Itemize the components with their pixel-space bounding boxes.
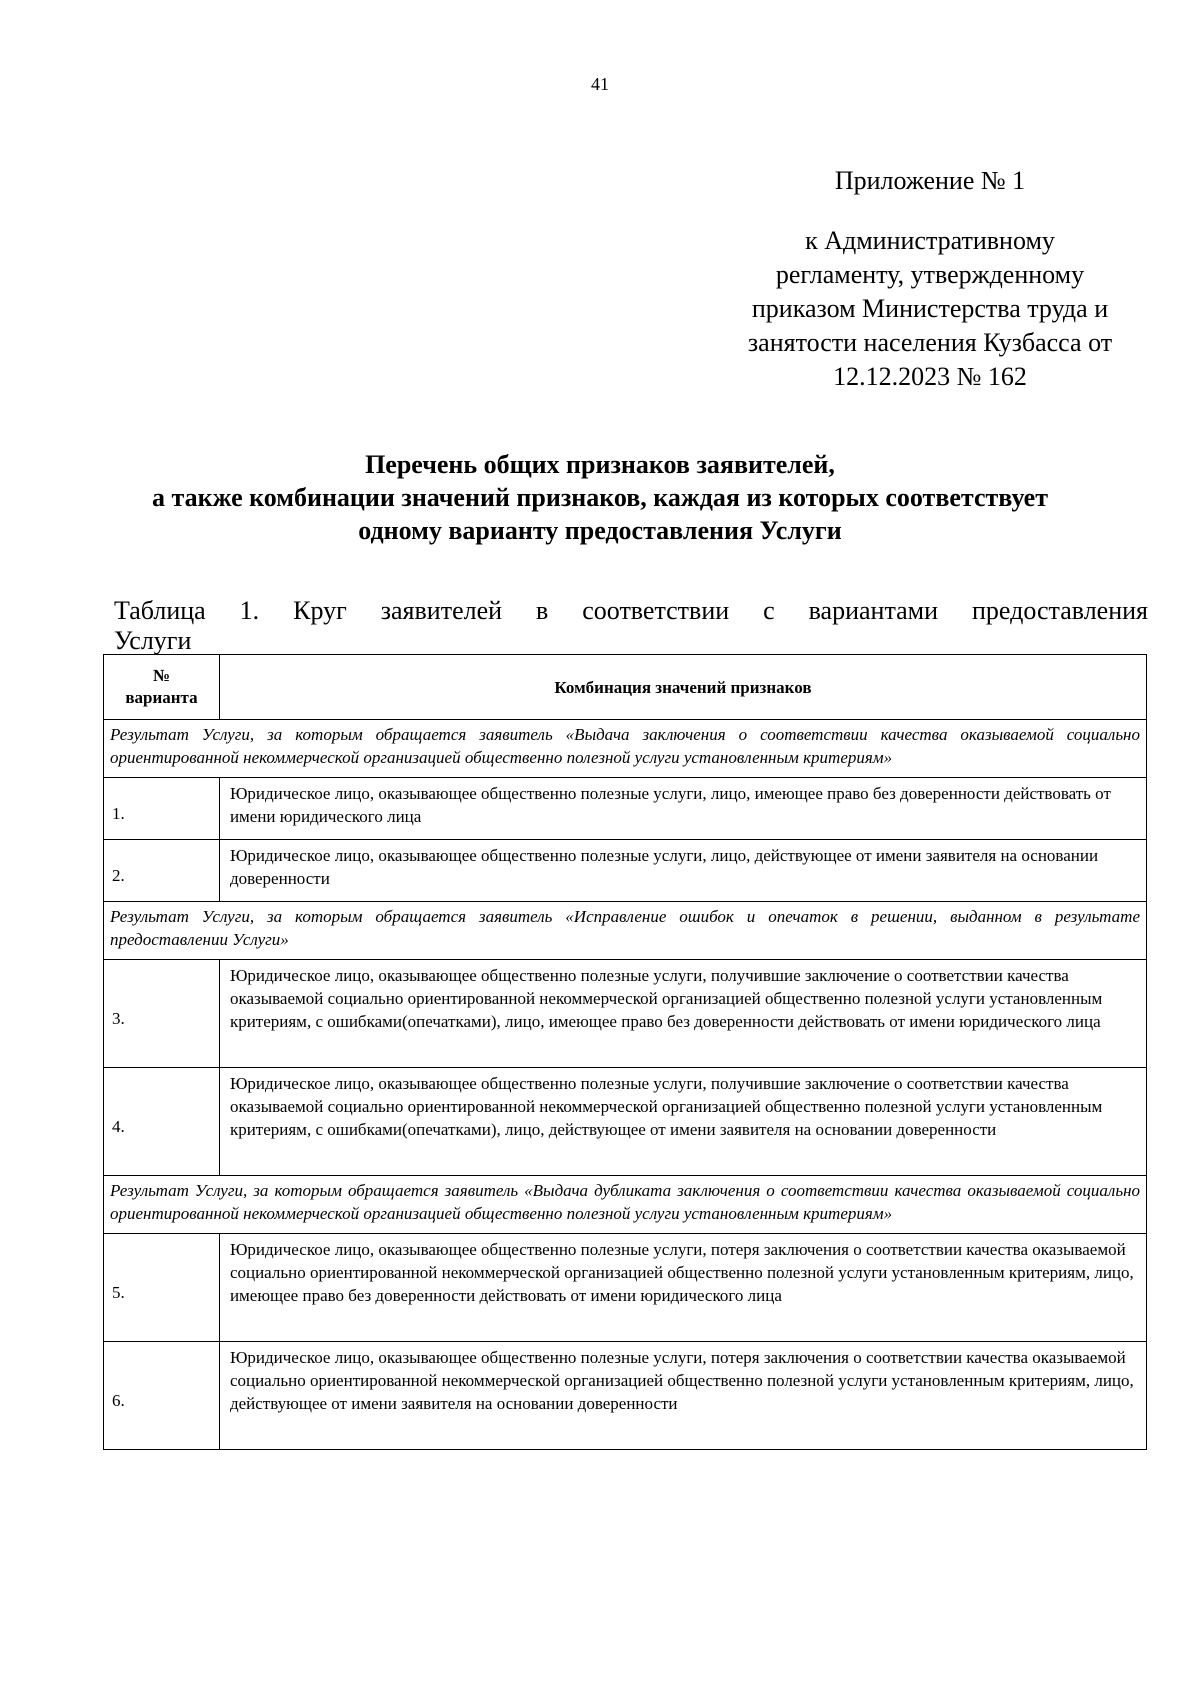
variant-number: 6. bbox=[104, 1342, 220, 1450]
variant-description: Юридическое лицо, оказывающее общественно полезные услуги, потеря заключения о соответствии качества оказываемой социально ориентированной некоммерческой организацией общественно полезной услуги установленным критериям, лицо, имеющее право без доверенности действовать от имени юридического лица bbox=[219, 1234, 1146, 1342]
header-num-label: варианта bbox=[125, 688, 198, 707]
appendix-reference bbox=[735, 224, 1125, 394]
table-row bbox=[104, 1342, 1147, 1450]
appendix-line: к Административному bbox=[805, 226, 1055, 255]
appendix-line: приказом Министерства труда и bbox=[751, 294, 1109, 323]
appendix-line: занятости населения Кузбасса от bbox=[747, 328, 1113, 357]
document-title bbox=[0, 448, 1200, 547]
variant-number: 5. bbox=[104, 1234, 220, 1342]
variant-description: Юридическое лицо, оказывающее общественно полезные услуги, лицо, имеющее право без доверенности действовать от имени юридического лица bbox=[219, 778, 1146, 840]
document-title-line: одному варианту предоставления Услуги bbox=[358, 516, 842, 545]
variant-number: 1. bbox=[104, 778, 220, 840]
table-header-row bbox=[104, 655, 1147, 720]
header-variant-number bbox=[104, 655, 220, 720]
appendix-line: регламенту, утвержденному bbox=[775, 260, 1085, 289]
result-group-row bbox=[104, 902, 1147, 960]
table-row bbox=[104, 840, 1147, 902]
page-number: 41 bbox=[591, 74, 609, 94]
table-caption: Таблица 1. Круг заявителей в соответствии с вариантами предоставления bbox=[114, 596, 1148, 625]
result-group-text: Результат Услуги, за которым обращается заявитель «Исправление ошибок и опечаток в решении, выданном в результате предоставлении Услуги» bbox=[104, 902, 1147, 960]
variant-description: Юридическое лицо, оказывающее общественно полезные услуги, потеря заключения о соответствии качества оказываемой социально ориентированной некоммерческой организацией общественно полезной услуги установленным критериям, лицо, действующее от имени заявителя на основании доверенности bbox=[219, 1342, 1146, 1450]
table-row bbox=[104, 778, 1147, 840]
result-group-row bbox=[104, 720, 1147, 778]
table-row bbox=[104, 1068, 1147, 1176]
result-group-text: Результат Услуги, за которым обращается заявитель «Выдача заключения о соответствии качества оказываемой социально ориентированной некоммерческой организацией общественно полезной услуги установленным критериям» bbox=[104, 720, 1147, 778]
appendix-title: Приложение № 1 bbox=[834, 166, 1026, 195]
applicants-table bbox=[103, 654, 1147, 1450]
result-group-row bbox=[104, 1176, 1147, 1234]
header-combination: Комбинация значений признаков bbox=[219, 655, 1146, 720]
table-row bbox=[104, 960, 1147, 1068]
result-group-text: Результат Услуги, за которым обращается заявитель «Выдача дубликата заключения о соответствии качества оказываемой социально ориентированной некоммерческой организацией общественно полезной услуги установленным критериям» bbox=[104, 1176, 1147, 1234]
variant-description: Юридическое лицо, оказывающее общественно полезные услуги, получившие заключение о соответствии качества оказываемой социально ориентированной некоммерческой организацией общественно полезной услуги установленным критериям, с ошибками(опечатками), лицо, действующее от имени заявителя на основании доверенности bbox=[219, 1068, 1146, 1176]
table-caption-continuation: Услуги bbox=[114, 626, 192, 655]
document-title-line: Перечень общих признаков заявителей, bbox=[365, 450, 835, 479]
variant-number: 4. bbox=[104, 1068, 220, 1176]
variant-description: Юридическое лицо, оказывающее общественно полезные услуги, получившие заключение о соответствии качества оказываемой социально ориентированной некоммерческой организацией общественно полезной услуги установленным критериям, с ошибками(опечатками), лицо, имеющее право без доверенности действовать от имени юридического лица bbox=[219, 960, 1146, 1068]
variant-number: 3. bbox=[104, 960, 220, 1068]
table-row bbox=[104, 1234, 1147, 1342]
variant-number: 2. bbox=[104, 840, 220, 902]
document-title-line: а также комбинации значений признаков, каждая из которых соответствует bbox=[152, 483, 1048, 512]
appendix-line: 12.12.2023 № 162 bbox=[833, 362, 1027, 391]
variant-description: Юридическое лицо, оказывающее общественно полезные услуги, лицо, действующее от имени заявителя на основании доверенности bbox=[219, 840, 1146, 902]
header-num-symbol: № bbox=[152, 666, 171, 685]
